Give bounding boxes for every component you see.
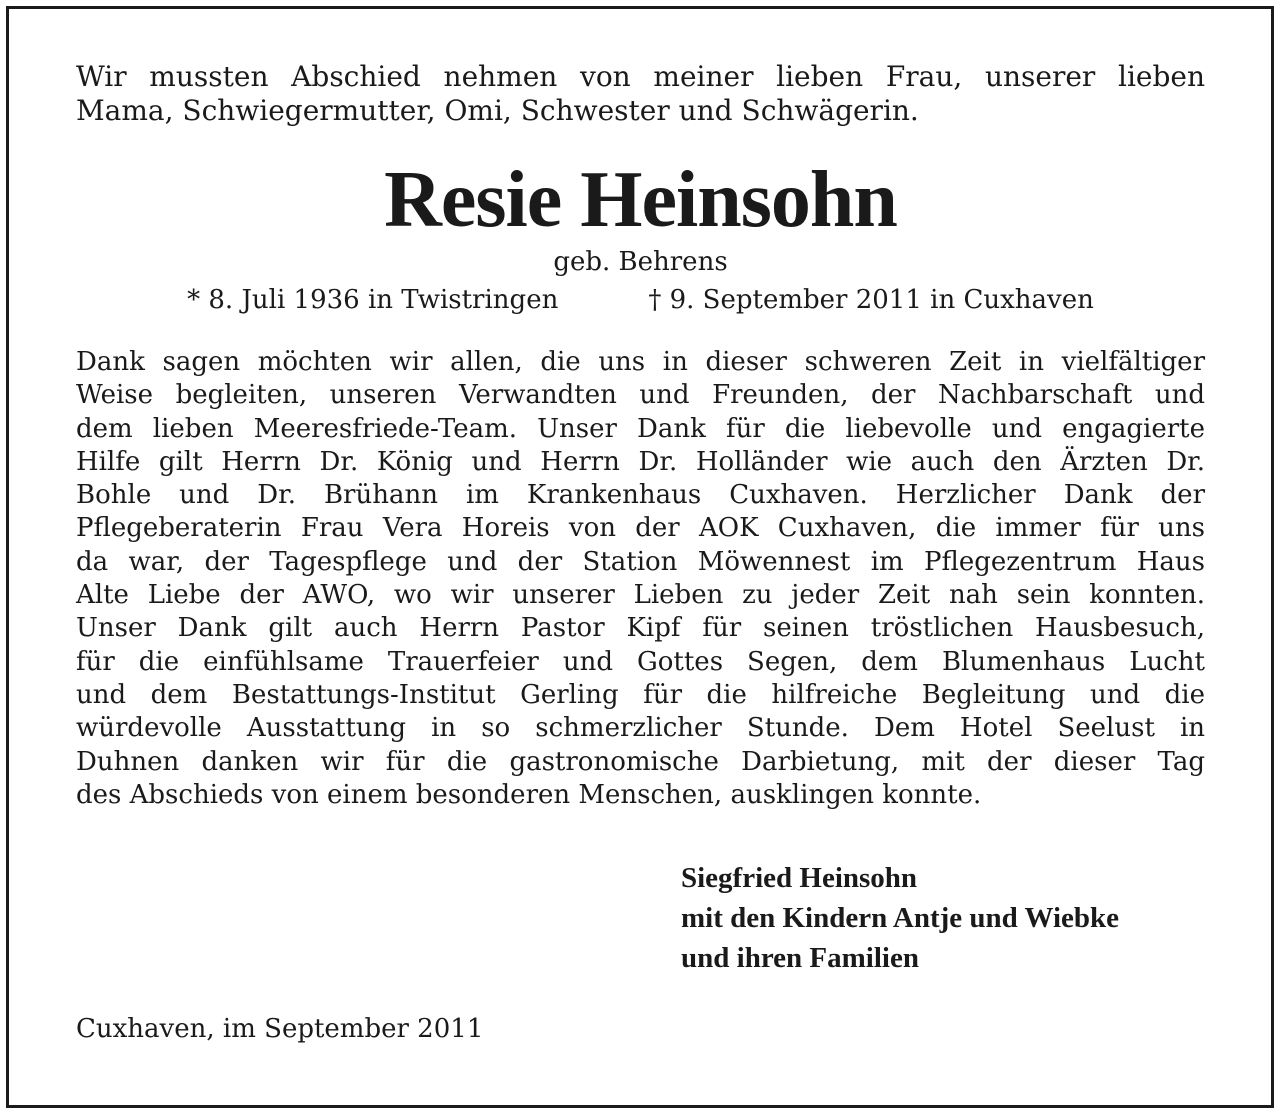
life-dates [76,284,1205,316]
thanks-line: des Abschieds von einem besonderen Menschen, ausklingen konnte. [76,779,982,810]
place-and-date: Cuxhaven, im September 2011 [76,1014,484,1044]
thanks-paragraph [76,346,1205,812]
thanks-line: würdevolle Ausstattung in so schmerzlicher Stunde. Dem Hotel Seelust in [76,713,1205,744]
thanks-line: da war, der Tagespflege und der Station Möwennest im Pflegezentrum Haus [76,546,1205,577]
thanks-line: für die einfühlsame Trauerfeier und Gottes Segen, dem Blumenhaus Lucht [76,646,1205,677]
death-date: † 9. September 2011 in Cuxhaven [648,285,1094,315]
thanks-line: Dank sagen möchten wir allen, die uns in dieser schweren Zeit in vielfältiger [76,347,1205,377]
birth-date: * 8. Juli 1936 in Twistringen [187,285,559,315]
thanks-line: Unser Dank gilt auch Herrn Pastor Kipf für seinen tröstlichen Hausbesuch, [76,613,1205,644]
intro-text [76,60,1205,128]
thanks-line: und dem Bestattungs-Institut Gerling für die hilfreiche Begleitung und die [76,679,1205,710]
obituary-notice [76,60,1205,1044]
signature-line: mit den Kindern Antje und Wiebke [681,902,1120,934]
signature-line: und ihren Familien [681,942,919,974]
intro-line: Mama, Schwiegermutter, Omi, Schwester und Schwägerin. [76,94,919,127]
signature-block [681,858,1119,978]
thanks-line: dem lieben Meeresfriede-Team. Unser Dank für die liebevolle und engagierte [76,413,1205,444]
thanks-line: Duhnen danken wir für die gastronomische Darbietung, mit der dieser Tag [76,746,1205,777]
deceased-name: Resie Heinsohn [384,156,897,244]
thanks-line: Bohle und Dr. Brühann im Krankenhaus Cuxhaven. Herzlicher Dank der [76,480,1205,511]
birth-name: geb. Behrens [553,247,728,277]
thanks-line: Weise begleiten, unseren Verwandten und Freunden, der Nachbarschaft und [76,380,1205,411]
signature-line: Siegfried Heinsohn [681,862,918,894]
intro-line: Wir mussten Abschied nehmen von meiner lieben Frau, unserer lieben [76,60,1205,93]
thanks-line: Alte Liebe der AWO, wo wir unserer Lieben zu jeder Zeit nah sein konnten. [76,580,1205,611]
thanks-line: Pflegeberaterin Frau Vera Horeis von der AOK Cuxhaven, die immer für uns [76,513,1205,544]
thanks-line: Hilfe gilt Herrn Dr. König und Herrn Dr. Holländer wie auch den Ärzten Dr. [76,446,1205,477]
